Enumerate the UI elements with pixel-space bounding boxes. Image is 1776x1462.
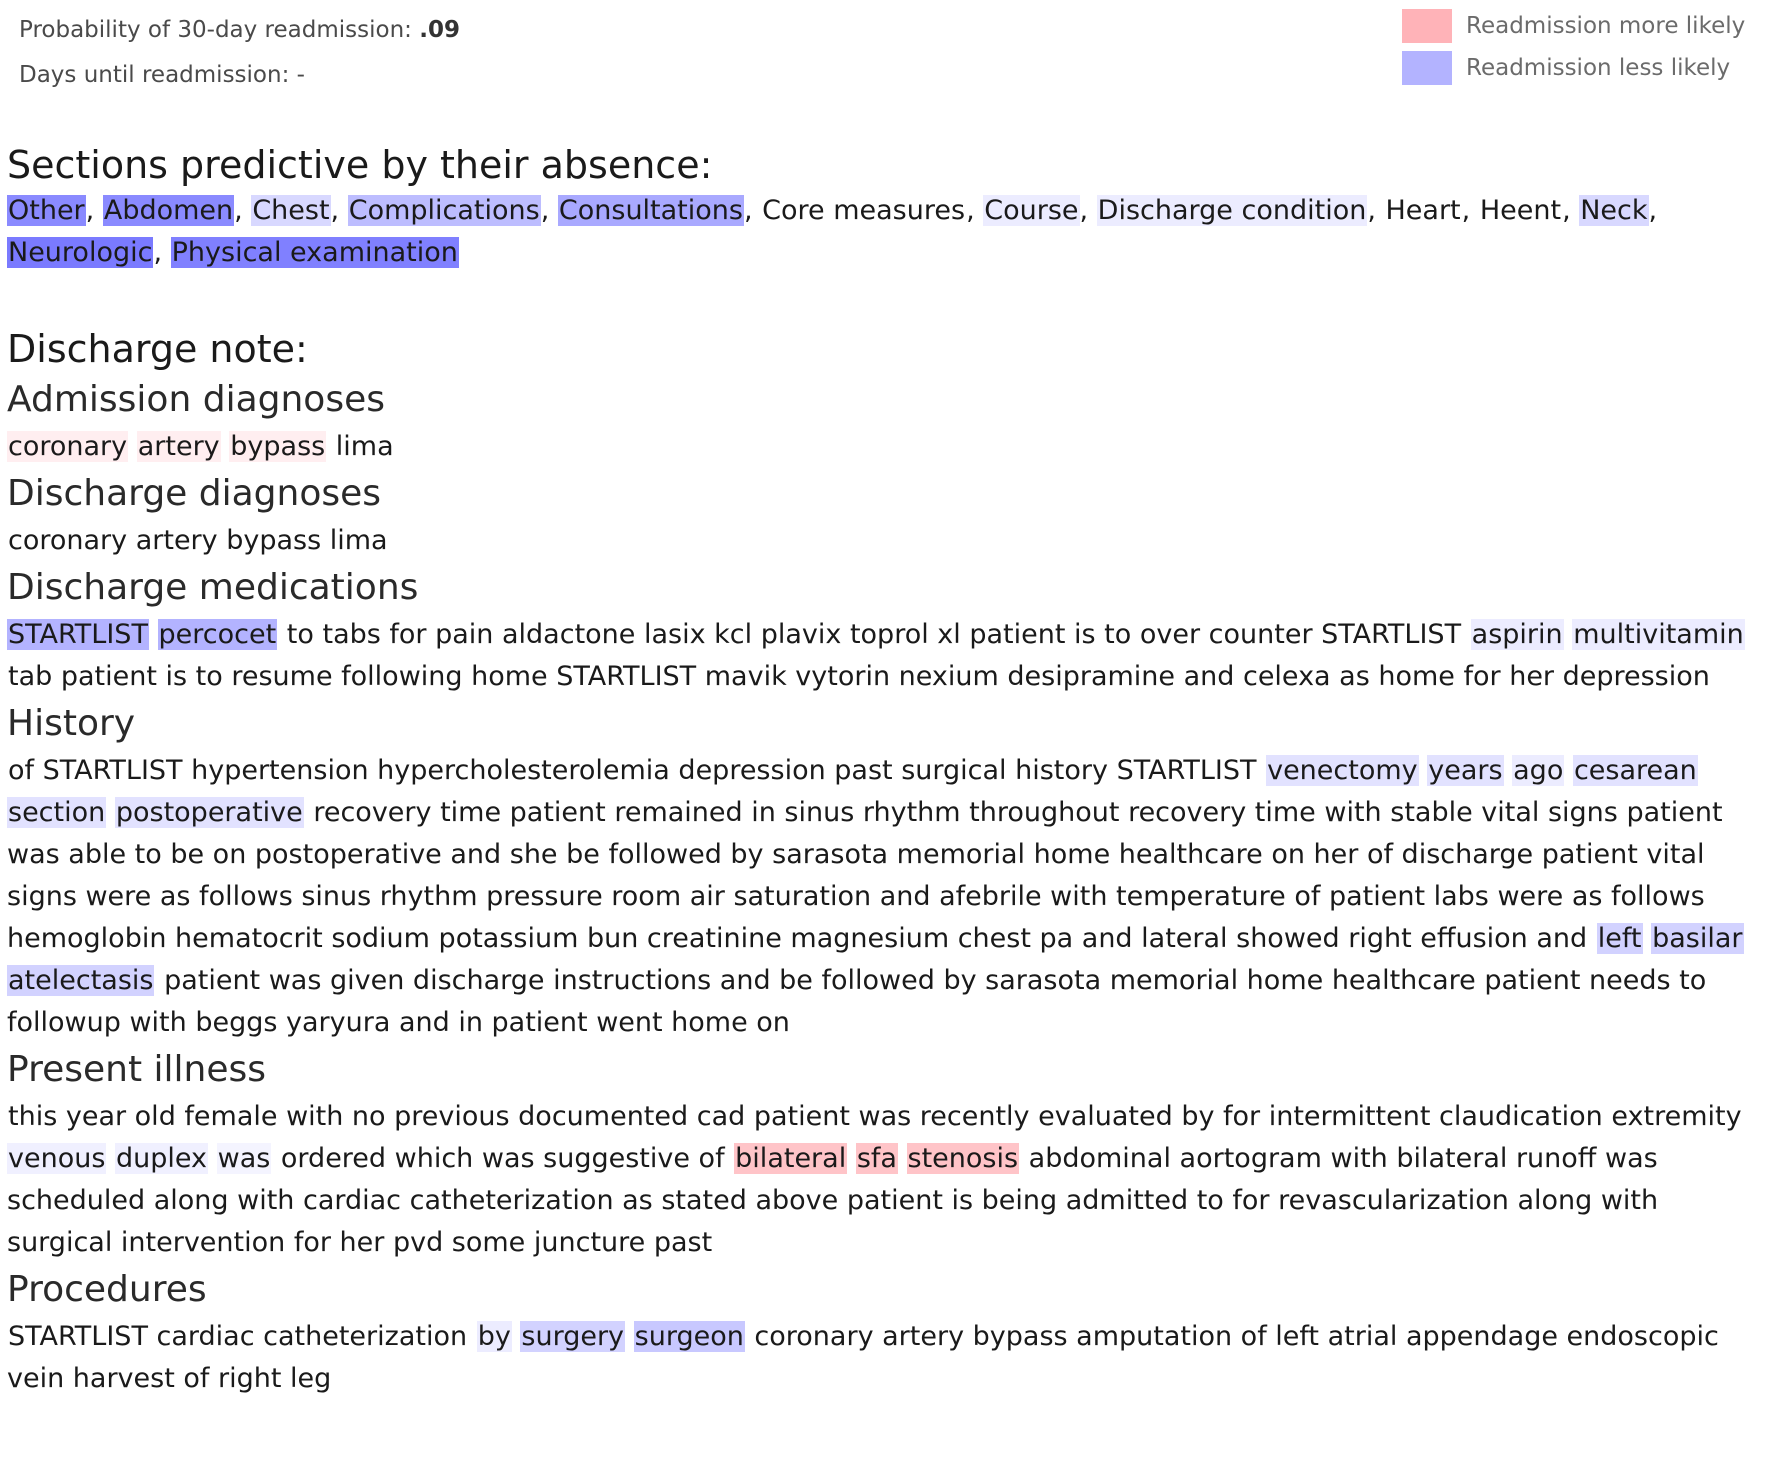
legend-swatch-more-likely	[1402, 9, 1452, 43]
plain-text: this year old female with no previous documented cad patient was recently evaluated by for intermittent claudication extremity	[8, 1101, 1742, 1132]
absent-section-abdomen: Abdomen	[103, 195, 234, 226]
highlighted-token: left	[1597, 923, 1642, 954]
legend-swatch-less-likely	[1402, 51, 1452, 85]
highlighted-token: venectomy	[1267, 755, 1418, 786]
legend-label-more-likely: Readmission more likely	[1466, 13, 1746, 39]
plain-text: recovery time patient remained in sinus rhythm throughout recovery time with stable vital signs patient was able to be on postoperative and she be followed by sarasota memorial home healthcare on her of discharge patient vital signs were as follows sinus rhythm pressure room air saturation and afebrile with temperature of patient labs were as follows hemoglobin hematocrit sodium potassium bun creatinine magnesium chest pa and lateral showed right effusion and	[7, 797, 1723, 954]
highlighted-token: artery	[137, 431, 220, 462]
plain-text: STARTLIST cardiac catheterization	[8, 1321, 468, 1352]
highlighted-token: section	[8, 797, 106, 828]
days-row	[19, 53, 460, 98]
highlighted-token: bilateral	[735, 1143, 847, 1174]
absence-title: Sections predictive by their absence:	[7, 143, 713, 187]
plain-text: coronary artery bypass lima	[8, 525, 388, 556]
highlighted-token: aspirin	[1471, 619, 1563, 650]
highlighted-token: years	[1428, 755, 1503, 786]
section-heading-discharge-diagnoses: Discharge diagnoses	[7, 473, 382, 514]
highlighted-token: multivitamin	[1573, 619, 1744, 650]
section-heading-discharge-medications: Discharge medications	[7, 567, 419, 608]
section-text-discharge-medications	[7, 614, 1769, 698]
highlighted-token: venous	[8, 1143, 106, 1174]
plain-text: tab patient is to resume following home STARTLIST mavik vytorin nexium desipramine and celexa as home for her depression	[8, 661, 1710, 692]
highlighted-token: sfa	[856, 1143, 897, 1174]
absent-section-physical-examination: Physical examination	[171, 237, 458, 268]
plain-text: coronary artery bypass amputation of left atrial appendage endoscopic vein harvest of right leg	[7, 1321, 1719, 1394]
highlighted-token: bypass	[230, 431, 326, 462]
highlighted-token: ago	[1513, 755, 1564, 786]
highlighted-token: surgery	[521, 1321, 625, 1352]
highlighted-token: STARTLIST	[8, 619, 148, 650]
section-text-present-illness	[7, 1096, 1769, 1264]
days-value: -	[296, 62, 305, 88]
section-heading-present-illness: Present illness	[7, 1049, 266, 1090]
absent-section-complications: Complications	[348, 195, 540, 226]
days-label: Days until readmission:	[19, 62, 290, 88]
highlighted-token: basilar	[1652, 923, 1743, 954]
legend-item-less-likely	[1402, 47, 1745, 89]
legend	[1402, 5, 1745, 89]
absent-section-neck: Neck	[1580, 195, 1648, 226]
plain-text: ordered which was suggestive of	[280, 1143, 725, 1174]
absent-section-course: Course	[984, 195, 1079, 226]
highlighted-token: atelectasis	[8, 965, 154, 996]
highlighted-token: duplex	[116, 1143, 208, 1174]
section-text-history	[7, 750, 1769, 1044]
plain-text: of STARTLIST hypertension hypercholesterolemia depression past surgical history STARTLIST	[8, 755, 1257, 786]
readmission-summary	[19, 8, 460, 98]
section-heading-procedures: Procedures	[7, 1269, 207, 1310]
plain-text: to tabs for pain aldactone lasix kcl plavix toprol xl patient is to over counter STARTLIST	[286, 619, 1462, 650]
absence-section-list: Other, Abdomen, Chest, Complications, Consultations, Core measures, Course, Discharge condition, Heart, Heent, Neck, Neurologic, Physical examination	[8, 195, 1658, 268]
absent-section-consultations: Consultations	[558, 195, 743, 226]
highlighted-token: cesarean	[1573, 755, 1697, 786]
absent-section-other: Other	[8, 195, 85, 226]
main-content	[7, 140, 1769, 1400]
absent-section-discharge-condition: Discharge condition	[1097, 195, 1367, 226]
note-title: Discharge note:	[7, 327, 308, 371]
section-text-procedures	[7, 1316, 1769, 1400]
absent-section-core-measures: Core measures	[762, 195, 966, 226]
probability-value: .09	[419, 17, 460, 43]
note-sections	[7, 374, 1769, 1400]
section-text-discharge-diagnoses	[7, 520, 1769, 562]
highlighted-token: surgeon	[634, 1321, 744, 1352]
legend-label-less-likely: Readmission less likely	[1466, 55, 1731, 81]
highlighted-token: by	[477, 1321, 511, 1352]
highlighted-token: coronary	[8, 431, 128, 462]
plain-text: lima	[335, 431, 394, 462]
absent-section-neurologic: Neurologic	[8, 237, 153, 268]
highlighted-token: stenosis	[907, 1143, 1019, 1174]
probability-label: Probability of 30-day readmission:	[19, 17, 412, 43]
legend-item-more-likely	[1402, 5, 1745, 47]
highlighted-token: postoperative	[115, 797, 303, 828]
absent-section-chest: Chest	[252, 195, 330, 226]
plain-text: abdominal aortogram with bilateral runoff was scheduled along with cardiac catheterization as stated above patient is being admitted to for revascularization along with surgical intervention for her pvd some juncture past	[7, 1143, 1659, 1258]
plain-text: patient was given discharge instructions and be followed by sarasota memorial home healthcare patient needs to followup with beggs yaryura and in patient went home on	[7, 965, 1707, 1038]
absent-section-heart: Heart	[1385, 195, 1461, 226]
absent-section-heent: Heent	[1479, 195, 1562, 226]
absence-block	[7, 140, 1769, 274]
section-heading-admission-diagnoses: Admission diagnoses	[7, 379, 385, 420]
section-heading-history: History	[7, 703, 136, 744]
section-text-admission-diagnoses	[7, 426, 1769, 468]
probability-row	[19, 8, 460, 53]
highlighted-token: percocet	[158, 619, 277, 650]
highlighted-token: was	[217, 1143, 271, 1174]
